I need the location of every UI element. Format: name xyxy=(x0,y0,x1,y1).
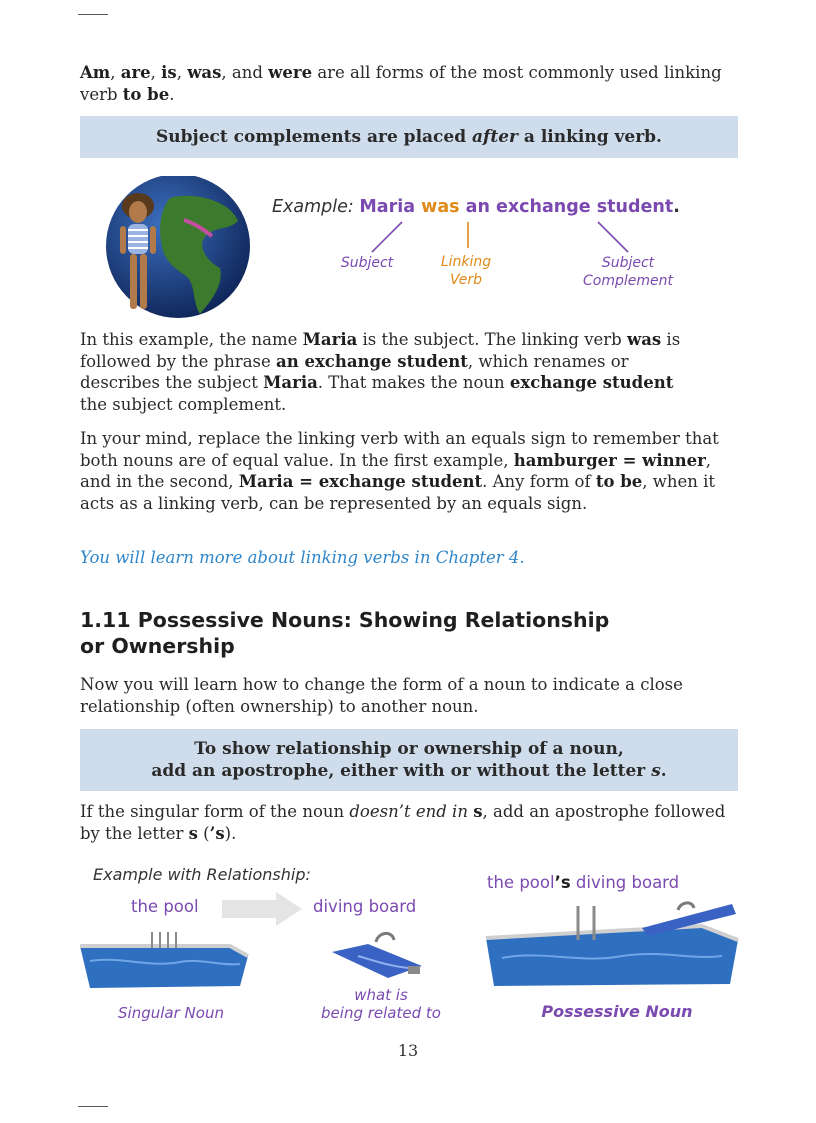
diving-board-illustration xyxy=(328,926,428,986)
rule-band-possessive: To show relationship or ownership of a noun, add an apostrophe, either with or without the letter s. xyxy=(80,729,738,791)
example-pointer-lines xyxy=(360,218,660,258)
pool-with-board-illustration xyxy=(482,900,742,990)
page-number: 13 xyxy=(397,1041,419,1060)
possessive-intro-paragraph: Now you will learn how to change the form of a noun to indicate a close relationship (often ownership) to another noun. xyxy=(80,675,683,716)
arrow-right-icon xyxy=(222,892,302,926)
example-sentence: Example: Maria was an exchange student. xyxy=(272,197,680,217)
crop-mark-bottom xyxy=(78,1106,108,1107)
example-relationship-label: Example with Relationship: xyxy=(93,865,311,884)
word-the-pool: the pool xyxy=(131,897,199,916)
pool-illustration xyxy=(80,926,250,996)
crop-mark-top xyxy=(78,14,108,15)
globe-girl-illustration xyxy=(100,176,270,326)
section-heading: 1.11 Possessive Nouns: Showing Relationship or Ownership xyxy=(80,608,610,658)
result-phrase: the pool’s diving board xyxy=(487,873,680,892)
rule-band-complements: Subject complements are placed after a linking verb. xyxy=(80,116,738,158)
intro-paragraph: Am, are, is, was, and were are all forms of the most commonly used linking verb to be. xyxy=(80,63,722,104)
apostrophe-rule-paragraph: If the singular form of the noun doesn’t end in s, add an apostrophe followed by the letter s (’s). xyxy=(80,802,726,843)
label-subject: Subject xyxy=(340,255,394,271)
chapter-note: You will learn more about linking verbs in Chapter 4. xyxy=(80,548,525,567)
equals-paragraph: In your mind, replace the linking verb with an equals sign to remember that both nouns are of equal value. In the first example, hamburger = winner, and in the second, Maria = exchange student. Any form of to be, when it acts as a linking verb, can be represented by an equals sign. xyxy=(80,429,719,513)
caption-possessive-noun: Possessive Noun xyxy=(541,1002,693,1021)
label-linking-verb: Linking Verb xyxy=(440,254,492,288)
caption-singular-noun: Singular Noun xyxy=(118,1004,224,1022)
explanation-paragraph: In this example, the name Maria is the subject. The linking verb was is followed by the phrase an exchange student, which renames or describes the subject Maria. That makes the noun exchange student the subject complement. xyxy=(80,330,681,414)
word-diving-board: diving board xyxy=(313,897,417,916)
caption-related-to: what is being related to xyxy=(321,986,441,1022)
label-subject-complement: Subject Complement xyxy=(583,255,673,289)
